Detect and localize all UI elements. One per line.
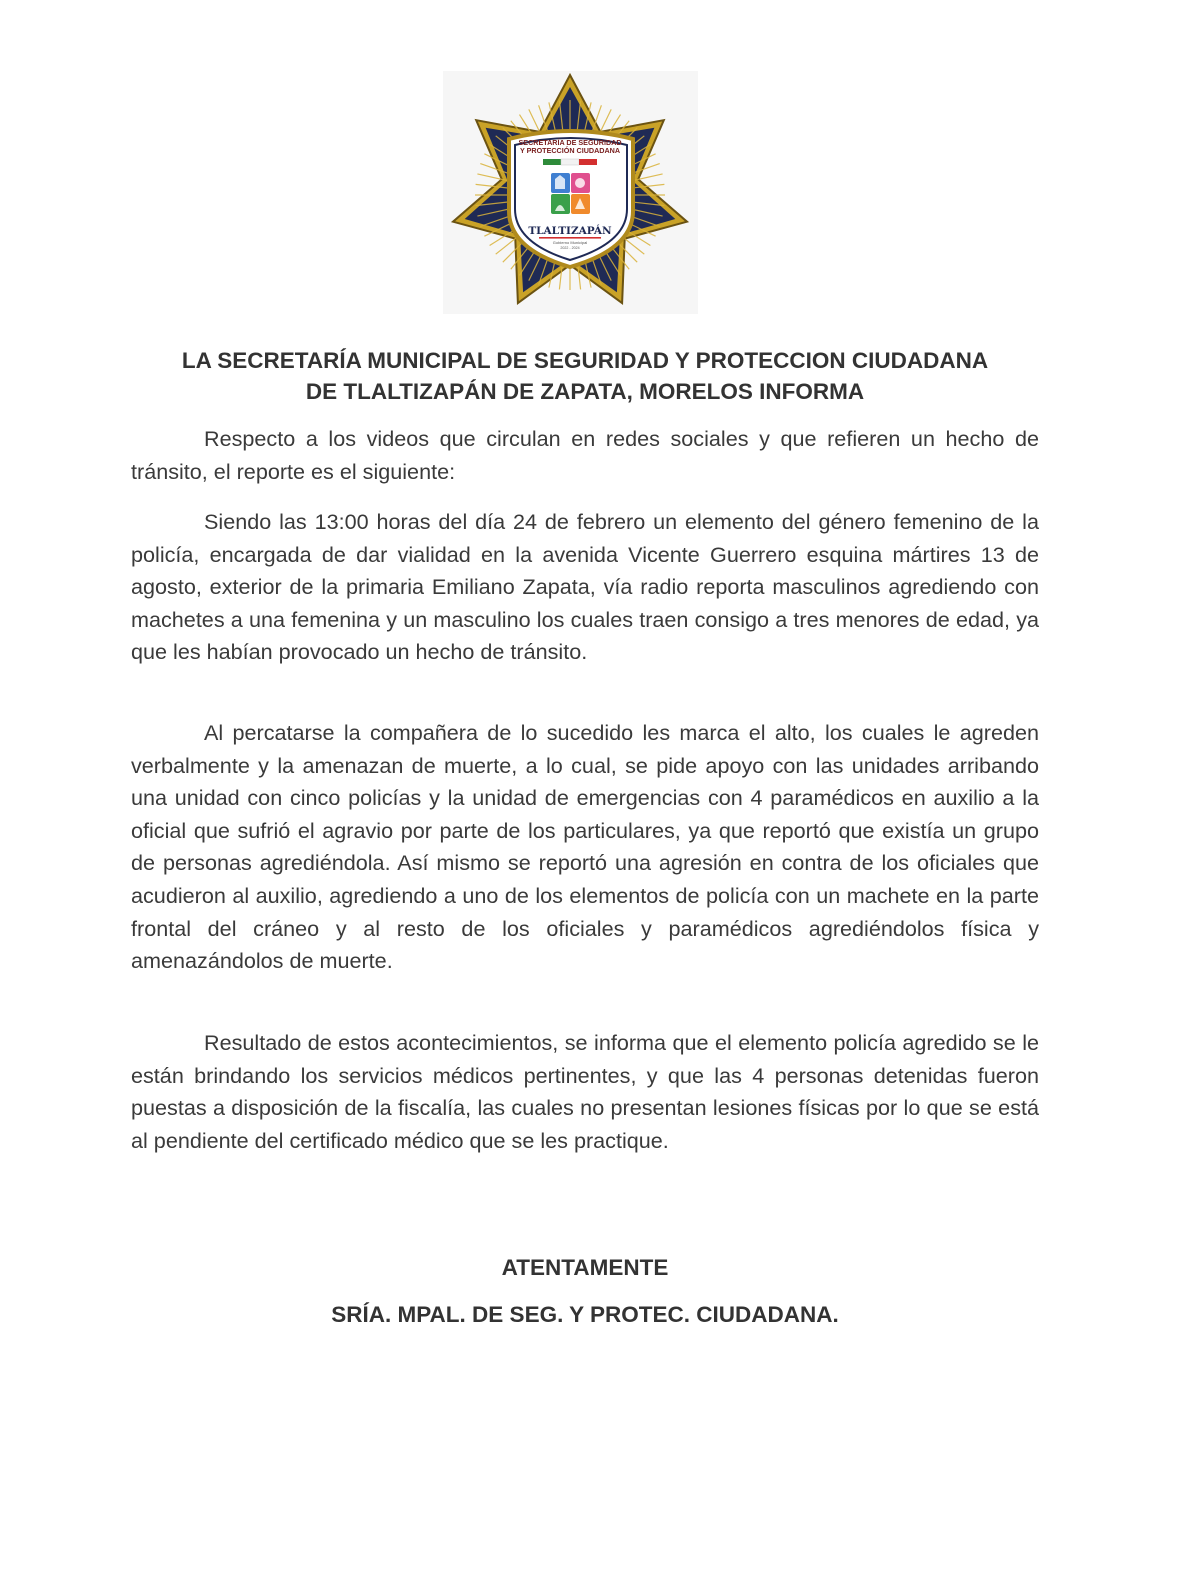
badge-text-sub: Gobierno Municipal bbox=[552, 240, 588, 245]
badge-text-top2: Y PROTECCIÓN CIUDADANA bbox=[519, 146, 621, 155]
document-title bbox=[100, 345, 1070, 407]
paragraph-2 bbox=[131, 506, 1039, 669]
paragraph-3 bbox=[131, 717, 1039, 978]
badge-text-top: SECRETARÍA DE SEGURIDAD bbox=[518, 138, 622, 147]
title-line-2: DE TLALTIZAPÁN DE ZAPATA, MORELOS INFORMA bbox=[305, 379, 865, 404]
paragraph-4-text: Resultado de estos acontecimientos, se informa que el elemento policía agredido se le están brindando los servicios médicos pertinentes, y que las 4 personas detenidas fueron puestas a disposición de la fiscalía, las cuales no presentan lesiones físicas por lo que se está al pendiente del certificado médico que se les practique. bbox=[131, 1030, 1039, 1153]
paragraph-1 bbox=[131, 423, 1039, 488]
police-badge-logo bbox=[443, 71, 698, 314]
badge-text-city: TLALTIZAPÁN bbox=[528, 225, 612, 237]
paragraph-2-text: Siendo las 13:00 horas del día 24 de febrero un elemento del género femenino de la policía, encargada de dar vialidad en la avenida Vicente Guerrero esquina mártires 13 de agosto, exterior de la primaria Emiliano Zapata, vía radio reporta masculinos agrediendo con machetes a una femenina y un masculino los cuales traen consigo a tres menores de edad, ya que les habían provocado un hecho de tránsito. bbox=[131, 509, 1039, 665]
badge-star-icon bbox=[443, 71, 698, 314]
badge-text-years: 2022 - 2024 bbox=[560, 246, 580, 250]
closing-salutation: ATENTAMENTE bbox=[501, 1255, 669, 1280]
closing-signature: SRÍA. MPAL. DE SEG. Y PROTEC. CIUDADANA. bbox=[331, 1302, 839, 1327]
title-line-1: LA SECRETARÍA MUNICIPAL DE SEGURIDAD Y PROTECCION CIUDADANA bbox=[181, 348, 989, 373]
paragraph-4 bbox=[131, 1027, 1039, 1157]
paragraph-1-text: Respecto a los videos que circulan en redes sociales y que refieren un hecho de tránsito, el reporte es el siguiente: bbox=[131, 426, 1039, 484]
paragraph-3-text: Al percatarse la compañera de lo sucedido les marca el alto, los cuales le agreden verbalmente y la amenazan de muerte, a lo cual, se pide apoyo con las unidades arribando una unidad con cinco policías y la unidad de emergencias con 4 paramédicos en auxilio a la oficial que sufrió el agravio por parte de los particulares, ya que reportó que existía un grupo de personas agrediéndola. Así mismo se reportó una agresión en contra de los oficiales que acudieron al auxilio, agrediendo a uno de los elementos de policía con un machete en la parte frontal del cráneo y al resto de los oficiales y paramédicos agrediéndolos física y amenazándolos de muerte. bbox=[131, 720, 1039, 974]
